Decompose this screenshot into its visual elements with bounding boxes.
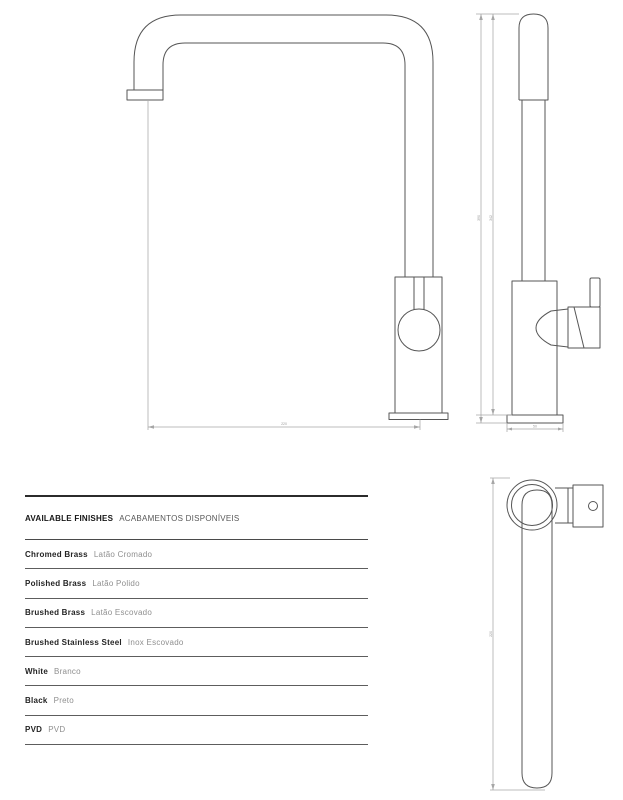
finish-row-brushed-stainless-steel xyxy=(25,628,368,657)
base-flange-front xyxy=(389,413,448,420)
faucet-body-side xyxy=(512,281,557,415)
handle-screw-hole xyxy=(589,502,598,511)
finish-name-en: Brushed Brass xyxy=(25,608,86,618)
finish-row-pvd xyxy=(25,716,368,745)
spout-inner-outline xyxy=(163,43,405,277)
finish-row-brushed-brass xyxy=(25,599,368,628)
arrowhead xyxy=(491,14,495,20)
finish-name-en: Brushed Stainless Steel xyxy=(25,637,122,647)
finish-name-pt: Latão Polido xyxy=(92,578,140,588)
finish-name-pt: Preto xyxy=(53,696,74,706)
finish-row-chromed-brass xyxy=(25,540,368,569)
spout-tip-side xyxy=(519,14,548,100)
finish-name-en: PVD xyxy=(25,725,43,735)
arrowhead xyxy=(558,428,563,431)
arrowhead xyxy=(479,417,483,423)
base-flange-side xyxy=(507,415,563,423)
handle-knob-circle xyxy=(398,309,440,351)
dimension-label-base: 50 xyxy=(533,424,537,429)
finishes-table-header xyxy=(25,497,368,540)
arrowhead xyxy=(507,428,512,431)
finish-name-en: Black xyxy=(25,696,48,706)
finish-row-white xyxy=(25,657,368,686)
dimension-label-length: 220 xyxy=(489,631,493,637)
top-view-drawing xyxy=(507,480,603,788)
finish-row-black xyxy=(25,686,368,715)
handle-lever-block xyxy=(568,307,600,348)
spout-outlet-tip xyxy=(127,90,163,100)
finish-name-pt: PVD xyxy=(48,725,66,735)
finishes-header-pt: ACABAMENTOS DISPONÍVEIS xyxy=(119,513,240,523)
front-view-drawing xyxy=(127,15,448,420)
side-view-drawing xyxy=(507,14,600,423)
arrowhead xyxy=(491,784,495,790)
arrowhead xyxy=(491,478,495,484)
finish-name-pt: Latão Escovado xyxy=(91,608,153,618)
dimension-label-height-outer: 390 xyxy=(477,215,481,221)
finish-name-en: White xyxy=(25,666,49,676)
handle-cam xyxy=(536,309,568,347)
spout-outer-outline xyxy=(134,15,433,277)
finish-name-pt: Branco xyxy=(54,666,81,676)
arrowhead xyxy=(414,425,420,429)
finish-row-polished-brass xyxy=(25,569,368,598)
available-finishes-table xyxy=(25,495,368,745)
arrowhead xyxy=(479,14,483,20)
base-outer-circle xyxy=(507,480,557,530)
finish-name-en: Polished Brass xyxy=(25,578,87,588)
finish-name-pt: Inox Escovado xyxy=(127,637,184,647)
arrowhead xyxy=(491,409,495,415)
dimension-label-width: 220 xyxy=(281,422,287,426)
arrowhead xyxy=(148,425,154,429)
finish-name-pt: Latão Cromado xyxy=(93,549,153,559)
faucet-body-front xyxy=(395,277,442,413)
dimension-label-height-inner: 342 xyxy=(489,215,493,221)
handle-lever-rod xyxy=(590,278,600,307)
front-view-dimensions xyxy=(148,101,420,430)
finishes-header-en: AVAILABLE FINISHES xyxy=(25,513,114,523)
finish-name-en: Chromed Brass xyxy=(25,549,88,559)
spout-arm-plan xyxy=(522,490,552,788)
handle-lever-joint xyxy=(574,307,584,348)
